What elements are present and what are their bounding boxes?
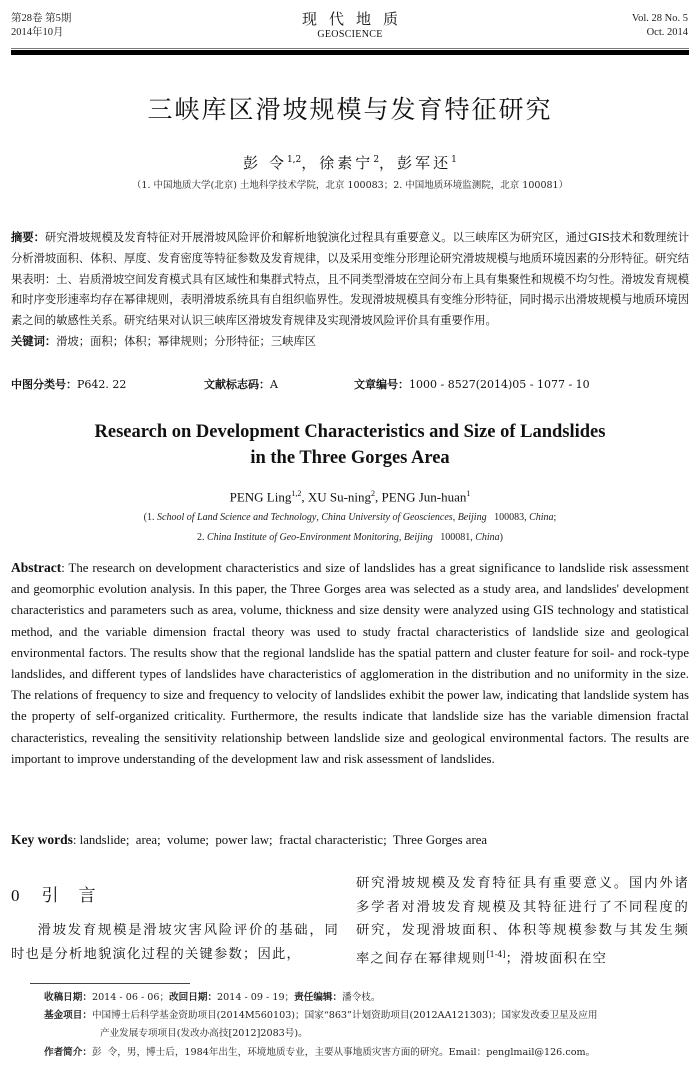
body-column-right (356, 872, 689, 970)
aff-sep: , (452, 512, 458, 523)
clc-label: 中图分类号： (11, 378, 77, 391)
keywords-cn-label: 关键词： (11, 334, 57, 348)
authors-en: PENG Ling$^{1,2}$, XU Su-ning$^2$, PENG Jun-huan$^1$ (229, 489, 471, 505)
abstract-cn-label: 摘要： (11, 231, 45, 244)
received-value: 2014 - 06 - 06； (91, 992, 170, 1003)
article-number-label: 文章编号： (354, 378, 409, 391)
paper-title-en-line: Research on Development Characteristics and Size of Landslides (94, 422, 606, 442)
footnote-fund-cont: 产业发展专项项目(发改办高技[2012]2083号)。 (100, 1028, 308, 1039)
header-journal (0, 9, 700, 41)
paper-title-cn: 三峡库区滑坡规模与发育特征研究 (147, 95, 553, 124)
abstract-en-sep: : (61, 561, 69, 575)
author-name: 徐素宁 (319, 154, 374, 172)
author-affiliation-mark: 1 (466, 489, 471, 498)
document-code (204, 375, 278, 395)
header-volume-en-line: Vol. 28 No. 5 (631, 13, 688, 24)
aff-city: Beijing (457, 512, 487, 523)
aff-country: China (529, 512, 554, 523)
paper-title-en-line: in the Three Gorges Area (250, 448, 450, 468)
footnote-dates (44, 990, 689, 1007)
section-number: 0 (11, 886, 20, 905)
abstract-cn-text: 研究滑坡规模及发育特征对开展滑坡风险评价和解析地貌演化过程具有重要意义。以三峡库区为研究区，通过GIS技术和数理统计分析滑坡面积、体积、厚度、发育密度等特征参数及发育规律，以及采用变维分形理论研究滑坡规模与地质环境因素的分形特征。研究结果表明：土、岩质滑坡空间发育模式具有区域性和集群式特点，且不同类型滑坡在空间分布上具有集聚性和规模不均匀性。滑坡发育规模和时序变形速率均存在幂律规则，表明滑坡系统具有自组织临界性。发现滑坡规模具有变维分形特征，同时揭示出滑坡规模与地质环境因素之间的敏感性关系。研究结果对认识三峡库区滑坡发育规律及实现滑坡风险评价具有重要作用。 (11, 231, 689, 328)
editor-label: 责任编辑： (294, 992, 343, 1003)
header-volume-line: 第28卷 第5期 (11, 13, 72, 24)
affiliations-cn: （1. 中国地质大学(北京) 土地科学技术学院，北京 100083；2. 中国地质环境监测院，北京 100081） (131, 180, 569, 191)
header-volume-en (632, 12, 688, 40)
aff-sep: , (398, 532, 404, 543)
aff-text: 2. (196, 532, 207, 543)
affiliations-en (0, 508, 700, 548)
header-date-en-line: Oct. 2014 (646, 27, 688, 38)
journal-name-en: GEOSCIENCE (317, 29, 383, 40)
section-heading (11, 883, 116, 909)
authors-cn: 彭 令$^{1,2}$，徐素宁$^2$，彭军还$^1$ (243, 154, 457, 172)
citation-ref[interactable]: [1-4] (486, 949, 506, 959)
received-label: 收稿日期： (44, 992, 92, 1003)
header-date-line: 2014年10月 (11, 27, 64, 38)
section-title: 引言 (41, 886, 116, 906)
author-affiliation-mark: 2 (371, 489, 376, 498)
abstract-en-text: The research on development characteristics and size of landslides has a great significance to landslide risk assessment and geomorphic evolution analysis. In this paper, the Three Gorges area was selected as a study area, and landslides' development characteristics and parameters such as area, volume, thickness and size density were analyzed using GIS technology and statistical method, and the variable dimension fractal theory was used to study fractal characteristics of landslide size and geological environmental factors. The results show that the regional landslide has the spatial pattern and cluster feature for soil- and rock-type landslides, and different types of landslides have characteristics of agglomeration in the distribution and no uniformity in the size. The relations of frequency to size and frequency to velocity of landslides exhibit the power law, indicating that landslide system has the property of self-organized criticality. Furthermore, the results indicate that landslide size has the variable dimension fractal characteristics, revealing the sensitivity relationship between landslide size and geological environmental factors. The results are important to improve understanding of the development law and risk assessment of landslides. (11, 561, 689, 766)
aff-institute: China Institute of Geo-Environment Monitoring (206, 532, 399, 543)
abstract-en-label: Abstract (11, 560, 62, 575)
aff-text: (1. (143, 512, 158, 523)
author-name-en: PENG Jun-huan (381, 489, 467, 505)
body-right-text: 研究滑坡规模及发育特征具有重要意义。国内外诸多学者对滑坡发育规模及其特征进行了不同程度的研究，发现滑坡面积、体积等规模参数与其发生频率之间存在幂律规则 (356, 876, 689, 966)
keywords-en (11, 830, 689, 850)
keywords-en-label: Key words (11, 832, 73, 847)
fund-label: 基金项目： (44, 1010, 92, 1021)
doc-code-value: A (270, 378, 278, 391)
author-name: 彭 令 (243, 154, 287, 172)
abstract-en (11, 557, 689, 770)
affiliation-en-1 (0, 508, 700, 528)
article-number-value: 1000 - 8527(2014)05 - 1077 - 10 (409, 378, 590, 391)
revised-label: 改回日期： (169, 992, 218, 1003)
aff-sep: ) (499, 532, 504, 543)
body-column-left: 滑坡发育规模是滑坡灾害风险评价的基础，同时也是分析地貌演化过程的关键参数；因此， (11, 923, 339, 962)
paper-title-en (0, 419, 700, 471)
keywords-cn-text: 滑坡；面积；体积；幂律规则；分形特征；三峡库区 (56, 334, 317, 348)
footnote-rule (30, 983, 190, 984)
aff-city: Beijing (403, 532, 433, 543)
author-affiliation-mark: 1,2 (286, 155, 302, 165)
editor-value: 潘令枝。 (342, 992, 381, 1003)
doc-code-label: 文献标志码： (204, 378, 270, 391)
revised-value: 2014 - 09 - 19； (217, 992, 295, 1003)
aff-postcode: 100083, (486, 512, 530, 523)
aff-school: School of Land Science and Technology (157, 512, 317, 523)
abstract-cn (11, 228, 689, 353)
clc-value: P642. 22 (77, 378, 127, 391)
affiliation-en-2 (0, 528, 700, 548)
aff-country: China (475, 532, 500, 543)
keywords-en-text: landslide; area; volume; power law; fractal characteristic; Three Gorges area (79, 833, 488, 847)
header-thin-rule (11, 48, 689, 49)
author-bio-value: 彭 令，男，博士后，1984年出生，环境地质专业，主要从事地质灾害方面的研究。Email：penglmail@126.com。 (91, 1047, 596, 1058)
journal-name-cn: 现代地质 (301, 10, 410, 28)
author-name-en: XU Su-ning (307, 489, 372, 505)
aff-postcode: 100081, (432, 532, 476, 543)
author-affiliation-mark: 2 (373, 155, 380, 165)
clc-number (11, 375, 126, 395)
author-name: 彭军还 (397, 154, 452, 172)
fund-value: 中国博士后科学基金资助项目(2014M560103)；国家“863”计划资助项目(2012AA121303)；国家发改委卫星及应用 (91, 1010, 598, 1021)
body-right-tail: ；滑坡面积在空 (505, 950, 608, 966)
keywords-en-sep: : (72, 833, 80, 847)
author-name-en: PENG Ling (229, 489, 292, 505)
aff-sep: , (316, 512, 322, 523)
author-bio-label: 作者简介： (44, 1047, 92, 1058)
author-affiliation-mark: 1 (451, 155, 457, 165)
footnote-fund (44, 1008, 689, 1025)
footnote-author (44, 1045, 689, 1062)
header-thick-rule (11, 50, 689, 55)
aff-university: China University of Geosciences (321, 512, 453, 523)
author-affiliation-mark: 1,2 (291, 489, 302, 498)
aff-sep: ; (553, 512, 557, 523)
article-number (354, 375, 590, 395)
